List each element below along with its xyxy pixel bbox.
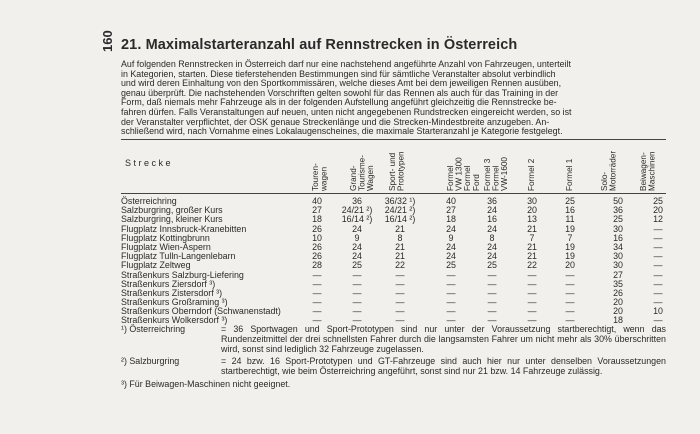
table-cell: —	[565, 306, 575, 317]
table-cell: 8	[489, 232, 495, 243]
table-cell: —	[487, 278, 497, 289]
table-cell: —	[312, 297, 322, 308]
table-cell: —	[487, 315, 497, 326]
table-cell: —	[527, 269, 537, 280]
intro-line: und wird deren Einhaltung von den Sportkommissären, welche dieses Amt bei dem jeweiligen Rennen ausüben,	[121, 78, 562, 89]
table-cell: 9	[354, 232, 360, 243]
footnote	[121, 325, 666, 354]
footnote-label: ¹) Österreichring	[121, 324, 186, 334]
table-cell: 7	[567, 232, 573, 243]
intro-line: schließend wird, nach Vornahme eines Lokalaugenscheines, die maximale Starteranzahl je Kategorie festgelegt.	[121, 126, 563, 137]
table-cell: —	[312, 278, 322, 289]
table-cell: 20	[613, 306, 623, 317]
table-cell: 9	[448, 232, 454, 243]
table-cell: 24	[446, 241, 456, 252]
table-cell: —	[527, 315, 537, 326]
table-cell: —	[653, 278, 663, 289]
intro-line: fahren dürfen. Falls Veranstaltungen auf neuen, unten nicht angegebenen Rundstrecken eingereicht werden, so ist	[121, 106, 572, 117]
table-cell: 30	[613, 260, 623, 271]
table-cell: 20	[527, 205, 537, 216]
table-cell: 24	[446, 223, 456, 234]
table-cell: 30	[613, 223, 623, 234]
table-cell: 36	[613, 205, 623, 216]
table-cell: —	[527, 287, 537, 298]
table-cell: 24	[352, 223, 362, 234]
footnote-label: ²) Salzburgring	[121, 356, 180, 367]
table-cell: 26	[312, 223, 322, 234]
intro-line: genau überprüft. Die nachstehenden Vorschriften gelten sowohl für das Rennen als auch für das Training in der	[121, 87, 559, 98]
column-header: Formel 3 Formel VW-1600	[483, 157, 510, 191]
footnote-text: = 24 bzw. 16 Sport-Prototypen und GT-Fahrzeuge sind auch hier nur unter denselben Voraussetzungen startberechtigt, wie beim Österreichring angeführt, sonst sind nur 21 bzw. 14 Fahrzeuge zulässig.	[221, 356, 666, 377]
table-cell: —	[395, 269, 405, 280]
table-cell: —	[653, 315, 663, 326]
table-cell: 25	[446, 260, 456, 271]
footnote-text: = 36 Sportwagen und Sport-Prototypen sind nur unter der Voraussetzung startberechtigt, wenn das Rundenzeitmittel der drei schnellsten Fahrer durch die langsamsten Fahrer um nicht mehr als 30% überschritten wird, sonst sind lediglich 32 Fahrzeuge zugelassen.	[221, 324, 666, 354]
table-cell: 7	[529, 232, 535, 243]
table-cell: 21	[395, 223, 405, 234]
row-name: Straßenkurs Ziersdorf ³)	[121, 278, 216, 289]
intro-line: in Kategorien, starten. Diese tieferstehenden Bestimmungen sind für sämtliche Veranstalter absolut verbindlich	[121, 68, 556, 79]
table-cell: 36	[487, 196, 497, 206]
table-cell: 26	[613, 287, 623, 298]
table-cell: —	[565, 287, 575, 298]
table-cell: 10	[312, 232, 322, 243]
table-cell: 19	[565, 241, 575, 252]
table-cell: 36	[352, 196, 362, 206]
table-cell: —	[565, 315, 575, 326]
table-cell: —	[653, 251, 663, 262]
row-name: Flugplatz Kottingbrunn	[121, 232, 210, 243]
table-cell: —	[487, 269, 497, 280]
table-cell: —	[446, 306, 456, 317]
table-cell: —	[565, 297, 575, 308]
row-name: Straßenkurs Wolkersdorf ³)	[121, 315, 228, 326]
table-cell: 22	[527, 260, 537, 271]
table-cell: 35	[613, 278, 623, 289]
table-cell: 50	[613, 196, 623, 206]
footnote	[121, 380, 666, 390]
table-cell: 28	[312, 260, 322, 271]
table-cell: 24	[352, 241, 362, 252]
table-cell: —	[352, 269, 362, 280]
table-cell: 16/14 ²)	[341, 214, 373, 225]
table-cell: 21	[527, 241, 537, 252]
row-name: Salzburgring, großer Kurs	[121, 205, 223, 216]
table-cell: 18	[446, 214, 456, 225]
column-header: Sport- und Prototypen	[388, 151, 406, 191]
table-cell: 24	[487, 251, 497, 262]
table-cell: 34	[613, 241, 623, 252]
table-cell: 24	[446, 251, 456, 262]
table-cell: —	[352, 278, 362, 289]
column-header: Solo- Motorräder	[600, 150, 618, 191]
table-cell: —	[352, 306, 362, 317]
footnote-label: ³) Für Beiwagen-Maschinen nicht geeignet.	[121, 378, 291, 389]
table-cell: 16	[613, 232, 623, 243]
table-cell: 21	[395, 241, 405, 252]
table-cell: —	[653, 287, 663, 298]
row-name: Straßenkurs Zistersdorf ³)	[121, 287, 223, 298]
column-header: Beiwagen- Maschinen	[639, 151, 657, 191]
table-cell: —	[653, 297, 663, 308]
table-cell: 21	[527, 223, 537, 234]
table-cell: 27	[613, 269, 623, 280]
table-cell: 11	[565, 214, 575, 225]
table-cell: 21	[395, 251, 405, 262]
intro-line: der Veranstalter verpflichtet, der OSK genaue Streckenlänge und die Strecken-Mindestbreite anzugeben. An-	[121, 116, 550, 127]
table-cell: —	[487, 287, 497, 298]
table-cell: 10	[653, 306, 663, 317]
table-cell: 16	[565, 205, 575, 216]
footnote	[121, 357, 666, 377]
column-header: Grand- Tourisme- Wagen	[349, 155, 376, 191]
column-header: Touren- wagen	[311, 163, 329, 191]
table-cell: —	[653, 241, 663, 252]
table-cell: 21	[527, 251, 537, 262]
table-cell: 25	[487, 260, 497, 271]
table-cell: —	[527, 306, 537, 317]
row-name: Flugplatz Wien-Aspern	[121, 241, 211, 252]
table-cell: —	[653, 223, 663, 234]
table-cell: —	[487, 297, 497, 308]
table-cell: —	[395, 287, 405, 298]
table-cell: 18	[613, 315, 623, 326]
table-cell: 20	[565, 260, 575, 271]
table-cell: —	[487, 306, 497, 317]
table-cell: 27	[446, 205, 456, 216]
table-cell: 19	[565, 251, 575, 262]
table-cell: 12	[653, 214, 663, 225]
table-cell: 13	[527, 214, 537, 225]
table-cell: 26	[312, 241, 322, 252]
table-cell: 16/14 ²)	[384, 214, 416, 225]
table-cell: —	[446, 269, 456, 280]
table-cell: —	[352, 315, 362, 326]
table-cell: —	[446, 287, 456, 298]
table-cell: —	[527, 278, 537, 289]
table-cell: —	[312, 306, 322, 317]
table-cell: —	[653, 232, 663, 243]
column-header: Formel 1	[565, 158, 574, 191]
table-cell: —	[653, 269, 663, 280]
intro-line: Auf folgenden Rennstrecken in Österreich darf nur eine nachstehend angeführte Anzahl von Fahrzeugen, unterteilt	[121, 59, 571, 69]
table-cell: 30	[527, 196, 537, 206]
row-name: Flugplatz Zeltweg	[121, 260, 191, 271]
table-cell: —	[565, 278, 575, 289]
table-cell: 25	[352, 260, 362, 271]
table-cell: 24	[487, 223, 497, 234]
table-cell: —	[446, 278, 456, 289]
table-cell: 24	[352, 251, 362, 262]
table-cell: 18	[312, 214, 322, 225]
table-cell: 22	[395, 260, 405, 271]
row-name: Straßenkurs Salzburg-Liefering	[121, 269, 244, 280]
table-cell: —	[352, 287, 362, 298]
table-cell: —	[653, 260, 663, 271]
table-cell: 36/32 ¹)	[384, 196, 416, 206]
table-cell: —	[395, 278, 405, 289]
column-header: Formel VW 1300 Formel Ford	[446, 157, 481, 191]
table-cell: 25	[613, 214, 623, 225]
table-cell: —	[312, 269, 322, 280]
table-cell: 25	[565, 196, 575, 206]
table-cell: 24	[487, 205, 497, 216]
row-name: Österreichring	[121, 196, 177, 206]
row-name: Flugplatz Tulln-Langenlebarn	[121, 251, 236, 262]
table-cell: 20	[653, 205, 663, 216]
table-cell: 8	[397, 232, 403, 243]
table-cell: 40	[446, 196, 456, 206]
row-name: Straßenkurs Oberndorf (Schwanenstadt)	[121, 306, 281, 317]
column-header-strecke: Strecke	[125, 158, 174, 168]
table-cell: —	[565, 269, 575, 280]
table-cell: —	[527, 297, 537, 308]
table-cell: 24	[487, 241, 497, 252]
table-cell: 40	[312, 196, 322, 206]
table-cell: —	[395, 315, 405, 326]
intro-line: Form, daß niemals mehr Fahrzeuge als in der folgenden Aufstellung angeführt gleichzeitig die Rennstrecke be-	[121, 97, 557, 108]
page-number: 160	[100, 30, 115, 52]
table-cell: —	[352, 297, 362, 308]
column-header: Formel 2	[527, 158, 536, 191]
section-title: 21. Maximalstarteranzahl auf Rennstrecken in Österreich	[121, 37, 518, 53]
table-cell: 19	[565, 223, 575, 234]
table-cell: 30	[613, 251, 623, 262]
table-cell: 24/21 ²)	[341, 205, 373, 216]
table-cell: —	[446, 297, 456, 308]
table-cell: 16	[487, 214, 497, 225]
header-bottom-rule	[121, 193, 666, 194]
row-name: Flugplatz Innsbruck-Kranebitten	[121, 223, 247, 234]
table-cell: —	[312, 315, 322, 326]
table-cell: 27	[312, 205, 322, 216]
row-name: Salzburgring, kleiner Kurs	[121, 214, 223, 225]
table-cell: 25	[653, 196, 663, 206]
table-cell: —	[395, 306, 405, 317]
row-name: Straßenkurs Großraming ³)	[121, 297, 228, 308]
footnotes	[121, 325, 666, 393]
table-cell: —	[395, 297, 405, 308]
table-cell: 26	[312, 251, 322, 262]
table-cell: 20	[613, 297, 623, 308]
table-cell: —	[446, 315, 456, 326]
table-cell: 24/21 ²)	[384, 205, 416, 216]
table-cell: —	[312, 287, 322, 298]
